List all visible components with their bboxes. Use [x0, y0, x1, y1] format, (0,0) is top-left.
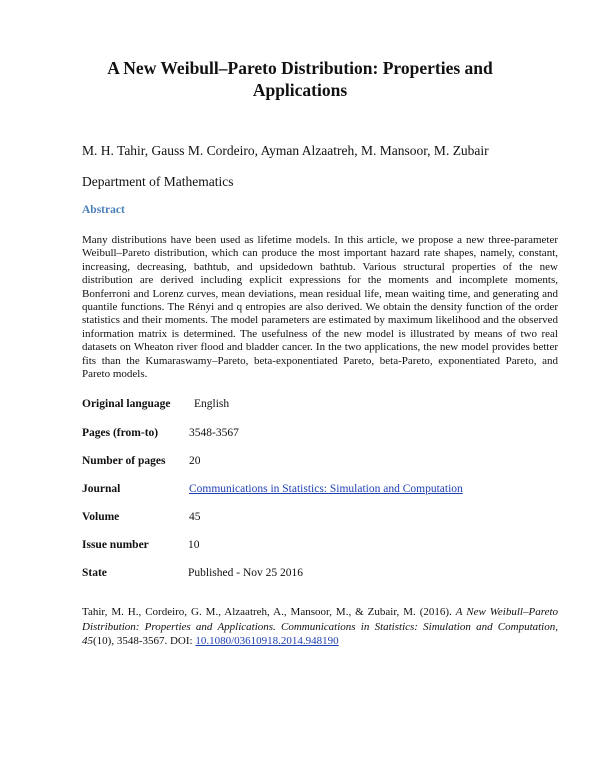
meta-label: Journal [82, 483, 121, 495]
meta-value: 10 [188, 539, 200, 551]
paper-title: A New Weibull–Pareto Distribution: Properties and Applications [107, 58, 493, 100]
meta-value: 3548-3567 [189, 427, 239, 439]
meta-label: Original language [82, 398, 171, 410]
meta-label: Pages (from-to) [82, 427, 159, 439]
meta-label: Number of pages [82, 455, 166, 467]
meta-label: State [82, 567, 107, 579]
abstract-body: Many distributions have been used as lifetime models. In this article, we propose a new three-parameter Weibull–Pareto distribution, which can produce the most important hazard rate shapes, namely, constant, increasing, decreasing, bathtub, and upsidedown bathtub. Various structural properties of the new distribution are derived including explicit expressions for the moments and incomplete moments, Bonferroni and Lorenz curves, mean deviations, mean residual life, mean waiting time, and generating and quantile functions. The Rényi and q entropies are also derived. We obtain the density function of the order statistics and their moments. The model parameters are estimated by maximum likelihood and the observed information matrix is determined. The usefulness of the new model is illustrated by means of two real datasets on Wheaton river flood and bladder cancer. In the two applications, the new model provides better fits than the Kumaraswamy–Pareto, beta-exponentiated Pareto, beta-Pareto, exponentiated Pareto, and Pareto models. [82, 234, 558, 381]
citation-separator: , [555, 620, 558, 633]
journal-link[interactable]: Communications in Statistics: Simulation and Computation [189, 483, 463, 495]
citation-volume: 45 [82, 635, 93, 647]
author-list: M. H. Tahir, Gauss M. Cordeiro, Ayman Alzaatreh, M. Mansoor, M. Zubair [82, 143, 489, 158]
meta-value: 20 [189, 455, 201, 467]
meta-label: Issue number [82, 539, 149, 551]
meta-label: Volume [82, 511, 120, 523]
citation-title: A New Weibull–Pareto Distribution: Properties and Applications. Communications in Statistics: Simulation and Computation [82, 606, 559, 633]
doi-link[interactable]: 10.1080/03610918.2014.948190 [195, 635, 339, 647]
meta-value: English [194, 398, 230, 410]
citation-issue-pages: (10), 3548-3567. DOI: [93, 635, 196, 647]
department: Department of Mathematics [82, 174, 234, 189]
abstract-heading: Abstract [82, 204, 125, 216]
meta-value: 45 [189, 511, 201, 523]
citation-authors: Tahir, M. H., Cordeiro, G. M., Alzaatreh, A., Mansoor, M., & Zubair, M. (2016). [82, 606, 456, 618]
citation [82, 605, 558, 649]
meta-value: Published - Nov 25 2016 [188, 567, 303, 579]
